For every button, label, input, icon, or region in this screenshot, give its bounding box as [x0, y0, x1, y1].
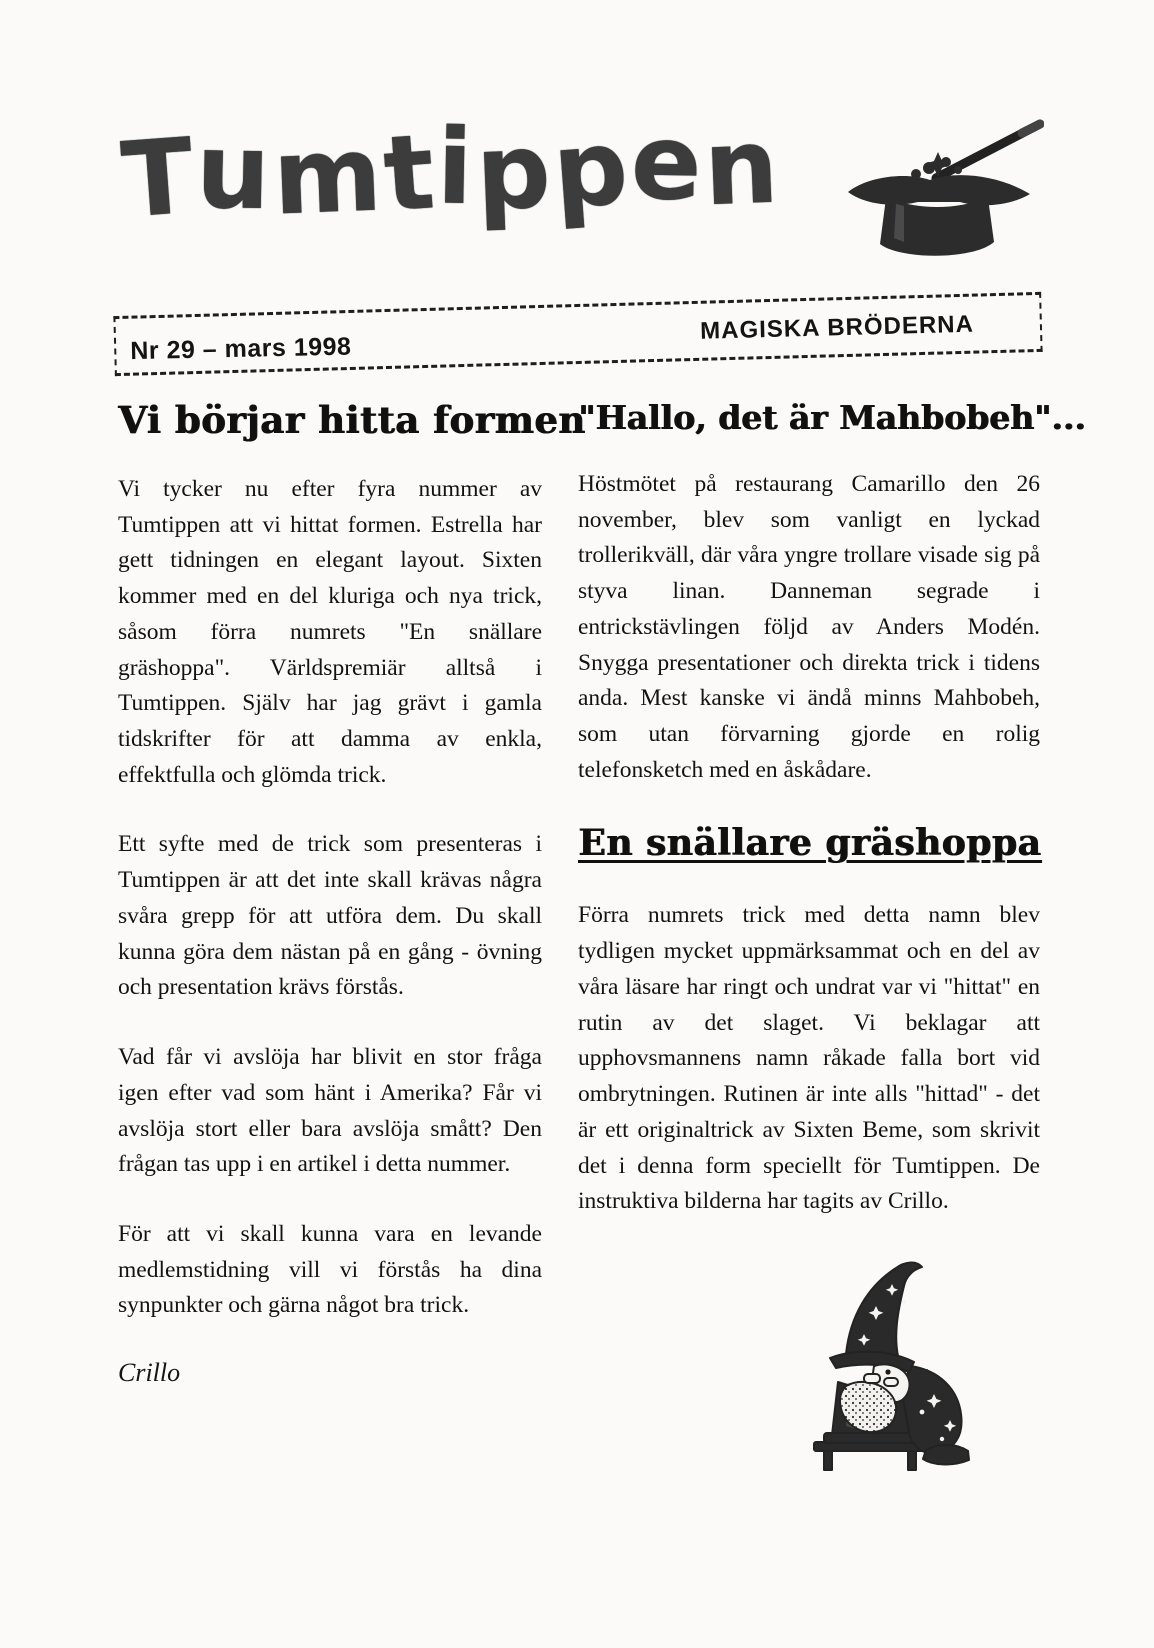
wizard-illustration	[578, 1254, 1040, 1472]
paragraph: Vi tycker nu efter fyra nummer av Tumtippen att vi hittat formen. Estrella har gett tidningen en elegant layout. Sixten kommer med en del kluriga och nya trick, såsom förra numrets "En snällare gräshoppa". Världspremiär alltså i Tumtippen. Själv har jag grävt i gamla tidskrifter för att damma av enkla, effektfulla och glömda trick.	[118, 476, 542, 788]
article-right	[578, 398, 1086, 1472]
author-signature: Crillo	[118, 1358, 181, 1388]
newsletter-title: Tumtippen	[117, 100, 784, 242]
headline-en-snallare-grashoppa: En snällare gräshoppa	[578, 822, 1042, 865]
paragraph: Förra numrets trick med detta namn blev tydligen mycket uppmärksammat och en del av våra läsare har ringt och undrat var vi "hittat" en rutin av det slaget. Vi beklagar att upphovsmannens namn råkade falla bort vid ombrytningen. Rutinen är inte alls "hittad" - det är ett originaltrick av Sixten Beme, som skrivit det i denna form speciellt för Tumtippen. De instruktiva bilderna har tagits av Crillo.	[578, 902, 1040, 1215]
article-left	[118, 398, 586, 1472]
paragraph: För att vi skall kunna vara en levande medlemstidning vill vi förstås ha dina synpunkter och gärna något bra trick.	[118, 1220, 542, 1319]
issue-label: Nr 29 – mars 1998	[130, 332, 352, 366]
top-hat-wand-icon	[834, 114, 1044, 269]
article-columns	[0, 364, 1154, 1472]
headline-vi-borjar-hitta-formen: Vi börjar hitta formen	[118, 398, 586, 442]
paragraph: Vad får vi avslöja har blivit en stor fråga igen efter vad som hänt i Amerika? Får vi avslöja stort eller bara avslöja smått? Den frågan tas upp i en artikel i detta nummer.	[118, 1044, 542, 1178]
headline-hallo-det-ar-mahbobeh: "Hallo, det är Mahbobeh"...	[578, 398, 1086, 437]
paragraph: Höstmötet på restaurang Camarillo den 26 november, blev som vanligt en lyckad trollerikväll, där våra yngre trollare visade sig på styva linan. Danneman segrade i entrickstävlingen följd av Anders Modén. Snygga presentationer och direkta trick i tidens anda. Mest kanske vi ändå minns Mahbobeh, som utan förvarning gjorde en rolig telefonsketch med en åskådare.	[578, 471, 1040, 783]
organization-label: MAGISKA BRÖDERNA	[699, 310, 975, 345]
paragraph: Ett syfte med de trick som presenteras i Tumtippen är att det inte skall krävas några svåra grepp för att utföra dem. Du skall kunna göra dem nästan på en gång - övning och presentation krävs förstås.	[118, 831, 542, 1001]
masthead	[0, 0, 1154, 268]
